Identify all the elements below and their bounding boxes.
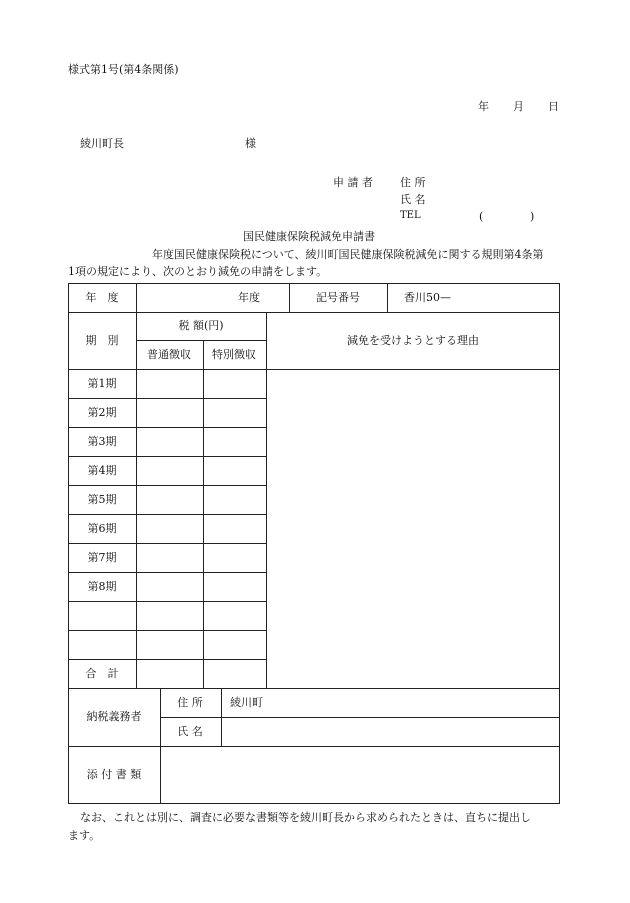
- reason-label: 減免を受けようとする理由: [347, 334, 479, 347]
- period-8: 第8期: [87, 580, 117, 593]
- taxpayer-name-label: 氏 名: [177, 725, 203, 738]
- attachments-label: 添 付 書 類: [86, 768, 142, 781]
- date-day: 日: [548, 100, 559, 113]
- record-number-value: 香川50—: [404, 291, 451, 304]
- year-label: 年 度: [85, 291, 119, 304]
- period-6: 第6期: [87, 522, 117, 535]
- taxpayer-address-label: 住 所: [177, 696, 203, 709]
- body-line-2: 1項の規定により、次のとおり減免の申請をします。: [68, 265, 328, 278]
- total-label: 合 計: [85, 667, 119, 680]
- period-1: 第1期: [87, 377, 117, 390]
- honorific: 様: [245, 137, 256, 150]
- date-month: 月: [513, 100, 524, 113]
- taxpayer-address-value: 綾川町: [230, 696, 263, 709]
- form-number: 様式第1号(第4条関係): [68, 63, 179, 76]
- tel-paren-open: (: [479, 210, 484, 223]
- applicant-tel-label: TEL: [400, 210, 421, 221]
- document-title: 国民健康保険税減免申請書: [243, 230, 375, 243]
- year-suffix: 年度: [238, 291, 260, 304]
- applicant-label: 申 請 者: [333, 176, 373, 189]
- period-2: 第2期: [87, 406, 117, 419]
- application-table: [68, 283, 560, 804]
- normal-collection-label: 普通徴収: [147, 348, 191, 361]
- record-number-label: 記号番号: [316, 291, 360, 304]
- period-4: 第4期: [87, 464, 117, 477]
- footer-line-1: なお、これとは別に、調査に必要な書類等を綾川町長から求められたときは、直ちに提出し: [80, 811, 531, 824]
- tel-paren-close: ): [530, 210, 535, 223]
- date-year: 年: [478, 100, 489, 113]
- period-7: 第7期: [87, 551, 117, 564]
- addressee: 綾川町長: [80, 137, 124, 150]
- taxpayer-label: 納税義務者: [86, 710, 142, 723]
- period-5: 第5期: [87, 493, 117, 506]
- body-line-1: 年度国民健康保険税について、綾川町国民健康保険税減免に関する規則第4条第: [152, 248, 544, 261]
- applicant-address-label: 住 所: [400, 176, 426, 189]
- tax-amount-label: 税 額(円): [178, 319, 224, 332]
- footer-line-2: ます。: [68, 829, 101, 842]
- period-3: 第3期: [87, 435, 117, 448]
- period-label: 期 別: [85, 334, 119, 347]
- special-collection-label: 特別徴収: [212, 348, 256, 361]
- applicant-name-label: 氏 名: [400, 193, 426, 206]
